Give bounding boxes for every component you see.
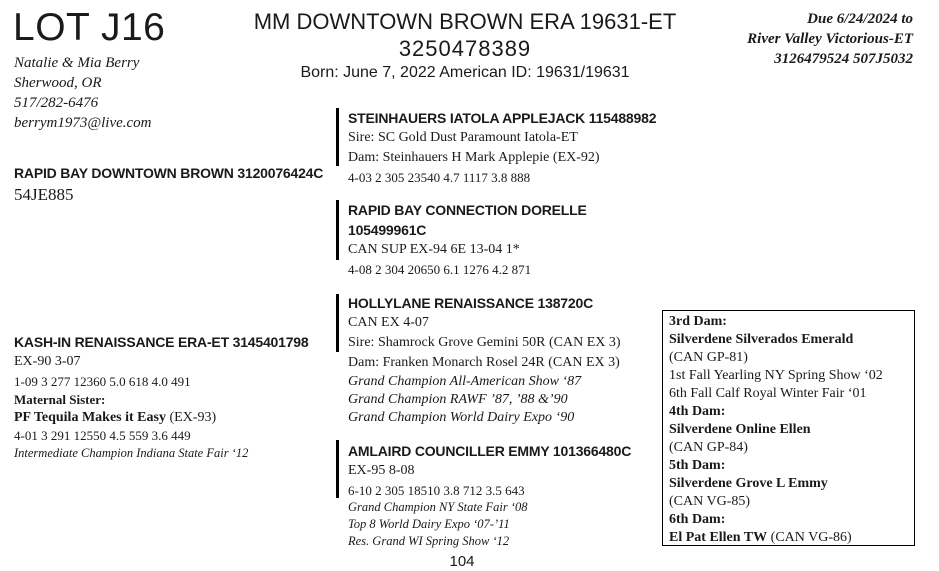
service-sire: River Valley Victorious-ET <box>747 31 913 47</box>
maternal-grandsire-award: Grand Champion RAWF ’87, ’88 &’90 <box>348 392 568 407</box>
maternal-granddam-award: Res. Grand WI Spring Show ‘12 <box>348 534 510 548</box>
third-dam-award: 1st Fall Yearling NY Spring Show ‘02 <box>669 368 883 383</box>
third-dam-name: Silverdene Silverados Emerald <box>669 332 854 347</box>
bracket-paternal-grandsire <box>336 108 339 166</box>
paternal-granddam-name: RAPID BAY CONNECTION DORELLE <box>348 202 587 218</box>
sixth-dam-name: El Pat Ellen TW <box>669 530 768 545</box>
maternal-grandsire-name: HOLLYLANE RENAISSANCE 138720C <box>348 295 593 311</box>
paternal-granddam-classification: CAN SUP EX-94 6E 13-04 1* <box>348 242 520 257</box>
sire-code: 54JE885 <box>14 185 74 204</box>
sire-name: RAPID BAY DOWNTOWN BROWN 3120076424C <box>14 165 324 181</box>
third-dam-classification: (CAN GP-81) <box>669 350 748 365</box>
maternal-sister-name: PF Tequila Makes it Easy <box>14 410 166 425</box>
maternal-grandsire-award: Grand Champion World Dairy Expo ‘90 <box>348 410 575 425</box>
fifth-dam-name: Silverdene Grove L Emmy <box>669 476 828 491</box>
third-dam-label: 3rd Dam: <box>669 314 727 329</box>
page-number: 104 <box>449 553 475 570</box>
dam-classification: EX-90 3-07 <box>14 354 81 369</box>
maternal-grandsire-award: Grand Champion All-American Show ‘87 <box>348 374 582 389</box>
maternal-sister-classification: (EX-93) <box>165 410 217 425</box>
owner-email: berrym1973@live.com <box>14 115 152 131</box>
maternal-sister <box>14 409 216 427</box>
maternal-sister-award: Intermediate Champion Indiana State Fair ‘12 <box>14 446 249 460</box>
animal-birth-info: Born: June 7, 2022 American ID: 19631/19631 <box>300 64 630 81</box>
paternal-grandsire-name: STEINHAUERS IATOLA APPLEJACK 115488982 <box>348 110 657 126</box>
bracket-paternal-granddam <box>336 200 339 260</box>
owner-phone: 517/282-6476 <box>14 95 99 111</box>
maternal-grandsire-sire: Sire: Shamrock Grove Gemini 50R (CAN EX 3) <box>348 335 621 350</box>
paternal-grandsire-record: 4-03 2 305 23540 4.7 1117 3.8 888 <box>348 170 531 185</box>
dam-name: KASH-IN RENAISSANCE ERA-ET 3145401798 <box>14 334 309 350</box>
fifth-dam-classification: (CAN VG-85) <box>669 494 751 509</box>
sixth-dam-label: 6th Dam: <box>669 512 726 527</box>
maternal-grandsire-dam: Dam: Franken Monarch Rosel 24R (CAN EX 3) <box>348 355 620 370</box>
maternal-granddam-award: Grand Champion NY State Fair ‘08 <box>348 500 528 514</box>
maternal-sister-record: 4-01 3 291 12550 4.5 559 3.6 449 <box>14 428 191 443</box>
maternal-granddam-record: 6-10 2 305 18510 3.8 712 3.5 643 <box>348 483 525 498</box>
fourth-dam-name: Silverdene Online Ellen <box>669 422 811 437</box>
fourth-dam-label: 4th Dam: <box>669 404 726 419</box>
fifth-dam-label: 5th Dam: <box>669 458 726 473</box>
due-date: Due 6/24/2024 to <box>807 11 913 27</box>
maternal-grandsire-classification: CAN EX 4-07 <box>348 315 429 330</box>
paternal-grandsire-sire: Sire: SC Gold Dust Paramount Iatola-ET <box>348 130 578 145</box>
owner-city: Sherwood, OR <box>14 75 102 91</box>
service-sire-ids: 3126479524 507J5032 <box>774 51 913 67</box>
sixth-dam <box>669 529 852 547</box>
maternal-sister-label: Maternal Sister: <box>14 392 106 407</box>
bracket-maternal-grandsire <box>336 294 339 352</box>
maternal-granddam-classification: EX-95 8-08 <box>348 463 415 478</box>
owner-name: Natalie & Mia Berry <box>14 55 140 71</box>
dam-record: 1-09 3 277 12360 5.0 618 4.0 491 <box>14 374 191 389</box>
maternal-granddam-award: Top 8 World Dairy Expo ‘07-’11 <box>348 517 510 531</box>
lot-number: LOT J16 <box>13 6 166 49</box>
fourth-dam-classification: (CAN GP-84) <box>669 440 748 455</box>
third-dam-award: 6th Fall Calf Royal Winter Fair ‘01 <box>669 386 867 401</box>
sixth-dam-classification: (CAN VG-86) <box>767 530 852 545</box>
maternal-granddam-name: AMLAIRD COUNCILLER EMMY 101366480C <box>348 443 632 459</box>
animal-registration: 3250478389 <box>398 36 532 61</box>
dam-family-box <box>662 310 915 546</box>
paternal-granddam-record: 4-08 2 304 20650 6.1 1276 4.2 871 <box>348 262 532 277</box>
animal-name: MM DOWNTOWN BROWN ERA 19631-ET <box>253 9 677 34</box>
bracket-maternal-granddam <box>336 440 339 498</box>
paternal-granddam-registration: 105499961C <box>348 222 427 238</box>
paternal-grandsire-dam: Dam: Steinhauers H Mark Applepie (EX-92) <box>348 150 600 165</box>
